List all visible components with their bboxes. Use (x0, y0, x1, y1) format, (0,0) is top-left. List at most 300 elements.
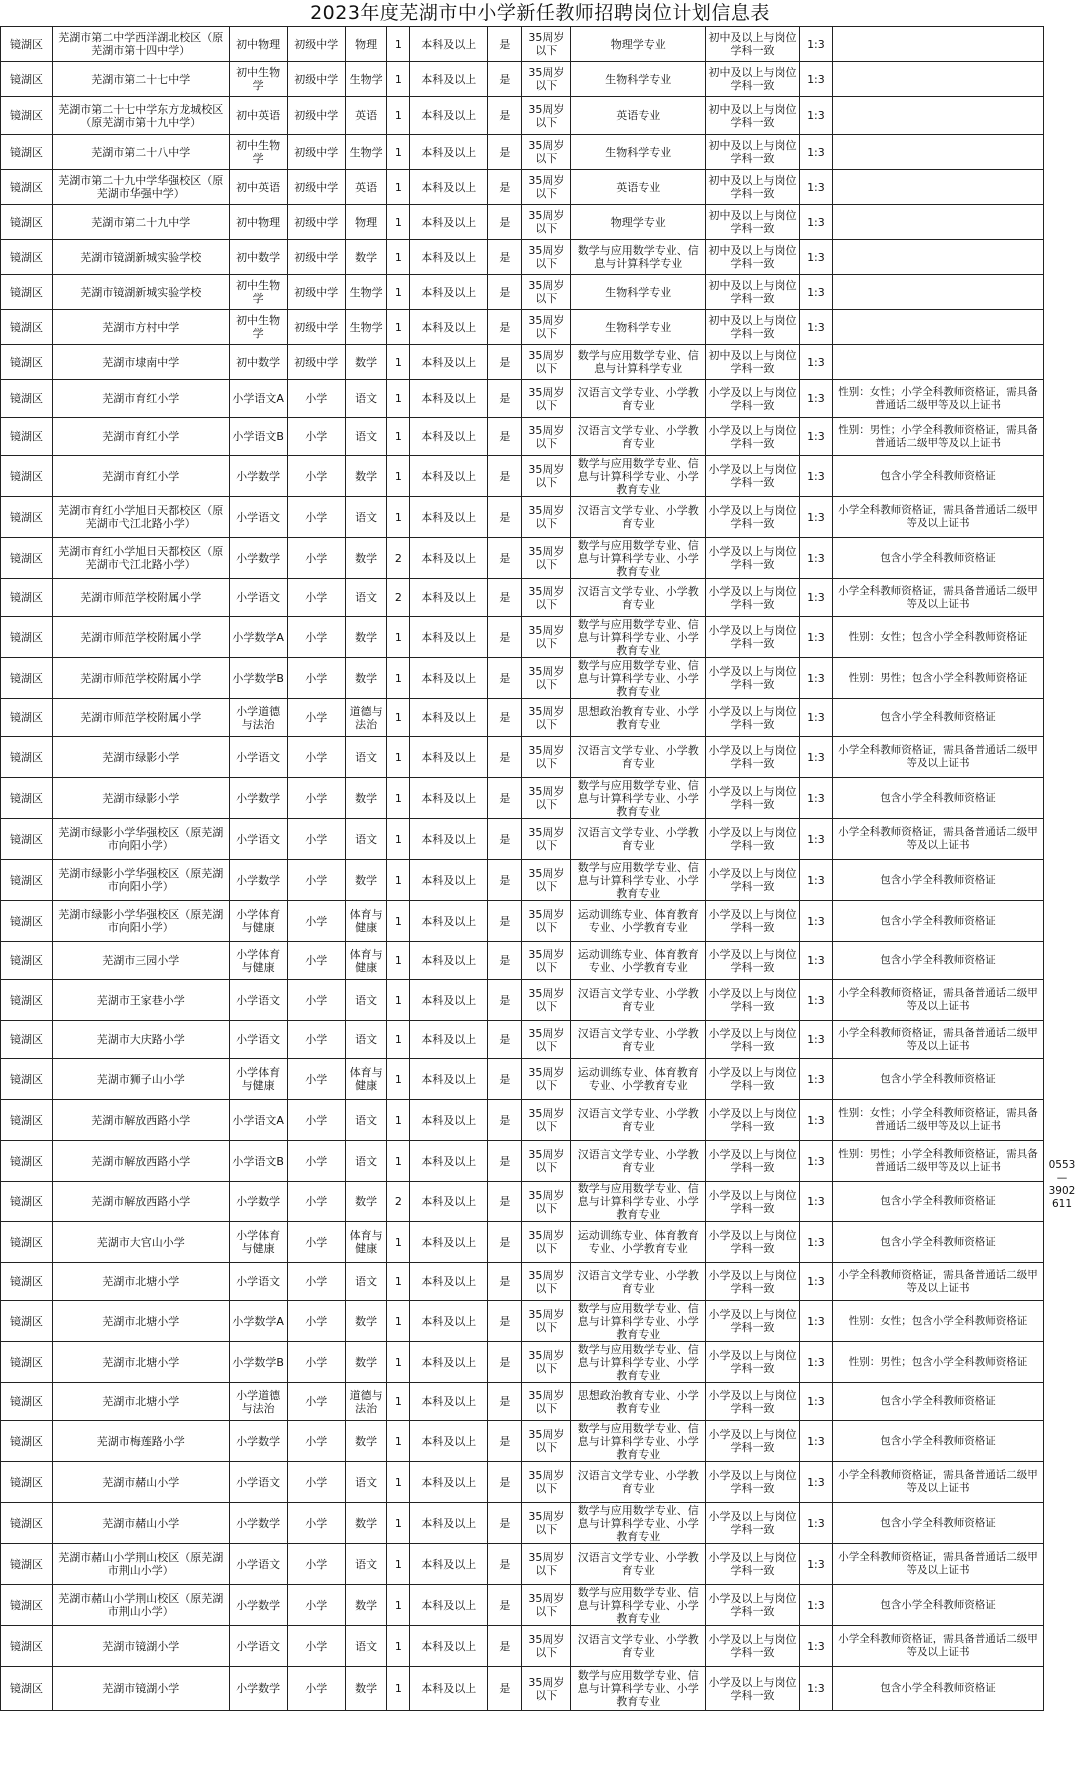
cell-qualification: 初中及以上与岗位学科一致 (706, 27, 799, 62)
cell-education: 本科及以上 (410, 418, 488, 456)
cell-school-level: 初级中学 (287, 310, 345, 345)
cell-school-level: 初级中学 (287, 275, 345, 310)
cell-count: 1 (387, 819, 410, 860)
cell-school: 芜湖市北塘小学 (52, 1383, 229, 1421)
table-row (1, 1585, 1044, 1626)
cell-school-level: 小学 (287, 658, 345, 699)
cell-post-name: 小学数学 (229, 1585, 287, 1626)
cell-notes: 包含小学全科教师资格证 (833, 1222, 1044, 1263)
cell-count: 1 (387, 1100, 410, 1141)
table-row (1, 980, 1044, 1021)
cell-post-name: 小学语文 (229, 1626, 287, 1667)
cell-education: 本科及以上 (410, 1626, 488, 1667)
cell-major: 思想政治教育专业、小学教育专业 (571, 1383, 706, 1421)
cell-school: 芜湖市方村中学 (52, 310, 229, 345)
cell-education: 本科及以上 (410, 1667, 488, 1711)
cell-full-time: 是 (488, 1222, 522, 1263)
cell-count: 1 (387, 1059, 410, 1100)
table-row (1, 942, 1044, 980)
cell-count: 1 (387, 380, 410, 418)
cell-post-name: 小学语文 (229, 1462, 287, 1503)
cell-qualification: 小学及以上与岗位学科一致 (706, 737, 799, 778)
cell-district: 镜湖区 (1, 1544, 53, 1585)
cell-ratio: 1:3 (799, 579, 832, 617)
cell-qualification: 小学及以上与岗位学科一致 (706, 1383, 799, 1421)
table-row (1, 860, 1044, 901)
cell-full-time: 是 (488, 1667, 522, 1711)
cell-ratio: 1:3 (799, 980, 832, 1021)
cell-post-name: 初中英语 (229, 97, 287, 135)
cell-full-time: 是 (488, 860, 522, 901)
cell-ratio: 1:3 (799, 1503, 832, 1544)
cell-ratio: 1:3 (799, 1100, 832, 1141)
cell-district: 镜湖区 (1, 1222, 53, 1263)
cell-school: 芜湖市绿影小学华强校区（原芜湖市向阳小学） (52, 901, 229, 942)
cell-education: 本科及以上 (410, 1544, 488, 1585)
cell-major: 运动训练专业、体育教育专业、小学教育专业 (571, 942, 706, 980)
cell-qualification: 小学及以上与岗位学科一致 (706, 1100, 799, 1141)
cell-major: 数学与应用数学专业、信息与计算科学专业、小学教育专业 (571, 1421, 706, 1462)
table-row (1, 97, 1044, 135)
cell-full-time: 是 (488, 1182, 522, 1222)
cell-full-time: 是 (488, 737, 522, 778)
cell-age-limit: 35周岁以下 (522, 380, 571, 418)
cell-qualification: 小学及以上与岗位学科一致 (706, 1421, 799, 1462)
cell-full-time: 是 (488, 345, 522, 380)
cell-district: 镜湖区 (1, 1667, 53, 1711)
cell-ratio: 1:3 (799, 27, 832, 62)
cell-full-time: 是 (488, 980, 522, 1021)
cell-post-name: 小学语文 (229, 980, 287, 1021)
cell-notes: 包含小学全科教师资格证 (833, 1383, 1044, 1421)
cell-ratio: 1:3 (799, 1667, 832, 1711)
cell-school: 芜湖市解放西路小学 (52, 1141, 229, 1182)
cell-qualification: 小学及以上与岗位学科一致 (706, 579, 799, 617)
cell-age-limit: 35周岁以下 (522, 135, 571, 170)
cell-subject: 生物学 (345, 310, 387, 345)
cell-school-level: 小学 (287, 1342, 345, 1383)
cell-ratio: 1:3 (799, 1059, 832, 1100)
cell-notes: 小学全科教师资格证，需具备普通话二级甲等及以上证书 (833, 1263, 1044, 1301)
cell-count: 1 (387, 1263, 410, 1301)
cell-ratio: 1:3 (799, 1462, 832, 1503)
cell-age-limit: 35周岁以下 (522, 170, 571, 205)
cell-count: 1 (387, 170, 410, 205)
cell-notes: 包含小学全科教师资格证 (833, 901, 1044, 942)
cell-age-limit: 35周岁以下 (522, 275, 571, 310)
table-row (1, 1059, 1044, 1100)
cell-school: 芜湖市镜湖小学 (52, 1667, 229, 1711)
table-row (1, 205, 1044, 240)
cell-education: 本科及以上 (410, 1342, 488, 1383)
cell-education: 本科及以上 (410, 1383, 488, 1421)
cell-count: 1 (387, 737, 410, 778)
cell-school-level: 初级中学 (287, 170, 345, 205)
cell-qualification: 小学及以上与岗位学科一致 (706, 1462, 799, 1503)
cell-full-time: 是 (488, 497, 522, 538)
cell-school-level: 初级中学 (287, 27, 345, 62)
cell-major: 生物科学专业 (571, 310, 706, 345)
cell-count: 1 (387, 97, 410, 135)
cell-school: 芜湖市第二十七中学 (52, 62, 229, 97)
cell-notes (833, 240, 1044, 275)
cell-school: 芜湖市师范学校附属小学 (52, 699, 229, 737)
cell-subject: 数学 (345, 1182, 387, 1222)
cell-qualification: 初中及以上与岗位学科一致 (706, 310, 799, 345)
cell-age-limit: 35周岁以下 (522, 1301, 571, 1342)
cell-notes: 性别：男性；小学全科教师资格证，需具备普通话二级甲等及以上证书 (833, 418, 1044, 456)
table-row (1, 380, 1044, 418)
cell-education: 本科及以上 (410, 778, 488, 819)
cell-count: 1 (387, 1301, 410, 1342)
cell-qualification: 小学及以上与岗位学科一致 (706, 1585, 799, 1626)
cell-school: 芜湖市第二中学西洋湖北校区（原芜湖市第十四中学） (52, 27, 229, 62)
cell-age-limit: 35周岁以下 (522, 240, 571, 275)
cell-major: 数学与应用数学专业、信息与计算科学专业、小学教育专业 (571, 1503, 706, 1544)
cell-qualification: 小学及以上与岗位学科一致 (706, 980, 799, 1021)
cell-age-limit: 35周岁以下 (522, 658, 571, 699)
cell-district: 镜湖区 (1, 1021, 53, 1059)
cell-school: 芜湖市师范学校附属小学 (52, 617, 229, 658)
cell-post-name: 初中生物学 (229, 135, 287, 170)
cell-count: 1 (387, 942, 410, 980)
cell-major: 汉语言文学专业、小学教育专业 (571, 380, 706, 418)
cell-count: 1 (387, 901, 410, 942)
cell-post-name: 初中数学 (229, 345, 287, 380)
cell-school: 芜湖市育红小学 (52, 380, 229, 418)
cell-school-level: 小学 (287, 1141, 345, 1182)
table-row (1, 1021, 1044, 1059)
cell-education: 本科及以上 (410, 345, 488, 380)
cell-notes: 小学全科教师资格证，需具备普通话二级甲等及以上证书 (833, 1021, 1044, 1059)
cell-school: 芜湖市绿影小学华强校区（原芜湖市向阳小学） (52, 860, 229, 901)
table-row (1, 240, 1044, 275)
table-row (1, 1544, 1044, 1585)
cell-post-name: 小学语文 (229, 579, 287, 617)
cell-district: 镜湖区 (1, 538, 53, 579)
cell-ratio: 1:3 (799, 205, 832, 240)
cell-count: 1 (387, 617, 410, 658)
cell-age-limit: 35周岁以下 (522, 1263, 571, 1301)
cell-education: 本科及以上 (410, 240, 488, 275)
cell-post-name: 小学语文 (229, 737, 287, 778)
cell-education: 本科及以上 (410, 27, 488, 62)
cell-district: 镜湖区 (1, 1383, 53, 1421)
cell-major: 汉语言文学专业、小学教育专业 (571, 980, 706, 1021)
cell-ratio: 1:3 (799, 135, 832, 170)
cell-district: 镜湖区 (1, 1059, 53, 1100)
cell-school: 芜湖市赭山小学荆山校区（原芜湖市荆山小学） (52, 1585, 229, 1626)
cell-school-level: 初级中学 (287, 240, 345, 275)
cell-age-limit: 35周岁以下 (522, 27, 571, 62)
cell-subject: 语文 (345, 1462, 387, 1503)
cell-age-limit: 35周岁以下 (522, 345, 571, 380)
cell-post-name: 小学数学 (229, 538, 287, 579)
cell-ratio: 1:3 (799, 456, 832, 497)
cell-school: 芜湖市绿影小学 (52, 737, 229, 778)
cell-age-limit: 35周岁以下 (522, 1182, 571, 1222)
cell-school: 芜湖市赭山小学 (52, 1503, 229, 1544)
cell-count: 2 (387, 538, 410, 579)
cell-school-level: 小学 (287, 778, 345, 819)
cell-count: 1 (387, 980, 410, 1021)
cell-education: 本科及以上 (410, 170, 488, 205)
cell-qualification: 初中及以上与岗位学科一致 (706, 205, 799, 240)
cell-count: 1 (387, 1421, 410, 1462)
cell-district: 镜湖区 (1, 205, 53, 240)
cell-major: 数学与应用数学专业、信息与计算科学专业、小学教育专业 (571, 778, 706, 819)
cell-district: 镜湖区 (1, 860, 53, 901)
cell-notes: 包含小学全科教师资格证 (833, 1059, 1044, 1100)
cell-ratio: 1:3 (799, 1141, 832, 1182)
cell-education: 本科及以上 (410, 205, 488, 240)
cell-notes (833, 310, 1044, 345)
cell-district: 镜湖区 (1, 497, 53, 538)
cell-subject: 语文 (345, 819, 387, 860)
table-row (1, 1503, 1044, 1544)
cell-major: 汉语言文学专业、小学教育专业 (571, 1100, 706, 1141)
cell-school: 芜湖市镜湖新城实验学校 (52, 240, 229, 275)
cell-qualification: 初中及以上与岗位学科一致 (706, 275, 799, 310)
cell-major: 汉语言文学专业、小学教育专业 (571, 1021, 706, 1059)
cell-notes: 小学全科教师资格证，需具备普通话二级甲等及以上证书 (833, 980, 1044, 1021)
contact-phone: 0553 — 3902 611 (1048, 1159, 1076, 1210)
table-row (1, 819, 1044, 860)
cell-count: 1 (387, 1667, 410, 1711)
cell-ratio: 1:3 (799, 617, 832, 658)
cell-education: 本科及以上 (410, 901, 488, 942)
table-row (1, 658, 1044, 699)
cell-post-name: 小学语文A (229, 1100, 287, 1141)
cell-qualification: 小学及以上与岗位学科一致 (706, 1544, 799, 1585)
cell-age-limit: 35周岁以下 (522, 980, 571, 1021)
table-row (1, 275, 1044, 310)
cell-full-time: 是 (488, 819, 522, 860)
cell-post-name: 小学数学 (229, 1667, 287, 1711)
cell-post-name: 小学数学 (229, 1421, 287, 1462)
cell-school: 芜湖市绿影小学华强校区（原芜湖市向阳小学） (52, 819, 229, 860)
cell-district: 镜湖区 (1, 275, 53, 310)
cell-major: 数学与应用数学专业、信息与计算科学专业、小学教育专业 (571, 1667, 706, 1711)
cell-count: 1 (387, 658, 410, 699)
cell-ratio: 1:3 (799, 737, 832, 778)
table-row (1, 1421, 1044, 1462)
cell-subject: 数学 (345, 345, 387, 380)
cell-post-name: 初中生物学 (229, 310, 287, 345)
table-row (1, 310, 1044, 345)
cell-qualification: 小学及以上与岗位学科一致 (706, 497, 799, 538)
cell-full-time: 是 (488, 658, 522, 699)
cell-education: 本科及以上 (410, 699, 488, 737)
cell-school-level: 小学 (287, 819, 345, 860)
table-row (1, 1301, 1044, 1342)
cell-subject: 语文 (345, 737, 387, 778)
cell-notes (833, 97, 1044, 135)
cell-district: 镜湖区 (1, 942, 53, 980)
cell-notes (833, 62, 1044, 97)
cell-notes: 小学全科教师资格证，需具备普通话二级甲等及以上证书 (833, 1544, 1044, 1585)
cell-notes: 包含小学全科教师资格证 (833, 860, 1044, 901)
cell-education: 本科及以上 (410, 1301, 488, 1342)
cell-major: 数学与应用数学专业、信息与计算科学专业、小学教育专业 (571, 860, 706, 901)
cell-post-name: 小学语文B (229, 1141, 287, 1182)
cell-age-limit: 35周岁以下 (522, 1383, 571, 1421)
cell-school: 芜湖市赭山小学荆山校区（原芜湖市荆山小学） (52, 1544, 229, 1585)
cell-school: 芜湖市大庆路小学 (52, 1021, 229, 1059)
cell-major: 数学与应用数学专业、信息与计算科学专业、小学教育专业 (571, 658, 706, 699)
cell-count: 1 (387, 310, 410, 345)
table-row (1, 345, 1044, 380)
cell-qualification: 小学及以上与岗位学科一致 (706, 456, 799, 497)
cell-post-name: 小学数学A (229, 1301, 287, 1342)
cell-ratio: 1:3 (799, 942, 832, 980)
cell-notes: 性别：男性；包含小学全科教师资格证 (833, 1342, 1044, 1383)
cell-education: 本科及以上 (410, 1141, 488, 1182)
cell-ratio: 1:3 (799, 380, 832, 418)
cell-age-limit: 35周岁以下 (522, 62, 571, 97)
cell-post-name: 初中物理 (229, 27, 287, 62)
cell-count: 1 (387, 1141, 410, 1182)
cell-qualification: 初中及以上与岗位学科一致 (706, 135, 799, 170)
cell-full-time: 是 (488, 1141, 522, 1182)
cell-school-level: 小学 (287, 1021, 345, 1059)
cell-post-name: 小学道德与法治 (229, 699, 287, 737)
table-row (1, 135, 1044, 170)
cell-full-time: 是 (488, 97, 522, 135)
cell-qualification: 小学及以上与岗位学科一致 (706, 1182, 799, 1222)
cell-major: 生物科学专业 (571, 135, 706, 170)
cell-school: 芜湖市绿影小学 (52, 778, 229, 819)
cell-district: 镜湖区 (1, 1182, 53, 1222)
cell-subject: 数学 (345, 456, 387, 497)
table-row (1, 699, 1044, 737)
cell-school-level: 小学 (287, 1626, 345, 1667)
cell-post-name: 小学数学B (229, 1342, 287, 1383)
cell-ratio: 1:3 (799, 310, 832, 345)
cell-age-limit: 35周岁以下 (522, 860, 571, 901)
cell-count: 1 (387, 456, 410, 497)
cell-school-level: 小学 (287, 942, 345, 980)
cell-notes: 性别：女性；小学全科教师资格证，需具备普通话二级甲等及以上证书 (833, 1100, 1044, 1141)
table-row (1, 1100, 1044, 1141)
cell-school-level: 小学 (287, 1503, 345, 1544)
cell-education: 本科及以上 (410, 942, 488, 980)
table-row (1, 1462, 1044, 1503)
cell-post-name: 小学语文 (229, 1544, 287, 1585)
cell-ratio: 1:3 (799, 345, 832, 380)
cell-school-level: 小学 (287, 1263, 345, 1301)
cell-subject: 道德与法治 (345, 1383, 387, 1421)
cell-post-name: 初中数学 (229, 240, 287, 275)
cell-notes: 小学全科教师资格证，需具备普通话二级甲等及以上证书 (833, 1626, 1044, 1667)
cell-major: 数学与应用数学专业、信息与计算科学专业 (571, 345, 706, 380)
cell-education: 本科及以上 (410, 135, 488, 170)
cell-district: 镜湖区 (1, 1263, 53, 1301)
cell-district: 镜湖区 (1, 1342, 53, 1383)
cell-district: 镜湖区 (1, 1626, 53, 1667)
cell-school: 芜湖市狮子山小学 (52, 1059, 229, 1100)
cell-school-level: 小学 (287, 699, 345, 737)
cell-qualification: 小学及以上与岗位学科一致 (706, 380, 799, 418)
table-row (1, 579, 1044, 617)
cell-age-limit: 35周岁以下 (522, 1021, 571, 1059)
cell-major: 思想政治教育专业、小学教育专业 (571, 699, 706, 737)
cell-age-limit: 35周岁以下 (522, 901, 571, 942)
cell-post-name: 小学数学 (229, 1503, 287, 1544)
cell-school-level: 小学 (287, 1462, 345, 1503)
cell-full-time: 是 (488, 310, 522, 345)
cell-school-level: 初级中学 (287, 345, 345, 380)
cell-age-limit: 35周岁以下 (522, 538, 571, 579)
cell-qualification: 小学及以上与岗位学科一致 (706, 617, 799, 658)
cell-district: 镜湖区 (1, 901, 53, 942)
cell-post-name: 初中英语 (229, 170, 287, 205)
cell-major: 汉语言文学专业、小学教育专业 (571, 1626, 706, 1667)
cell-qualification: 小学及以上与岗位学科一致 (706, 418, 799, 456)
cell-education: 本科及以上 (410, 579, 488, 617)
cell-ratio: 1:3 (799, 418, 832, 456)
cell-notes: 包含小学全科教师资格证 (833, 1585, 1044, 1626)
table-row (1, 538, 1044, 579)
table-row (1, 170, 1044, 205)
cell-district: 镜湖区 (1, 617, 53, 658)
cell-count: 1 (387, 1222, 410, 1263)
cell-subject: 语文 (345, 980, 387, 1021)
cell-post-name: 小学语文A (229, 380, 287, 418)
cell-qualification: 小学及以上与岗位学科一致 (706, 699, 799, 737)
cell-full-time: 是 (488, 1301, 522, 1342)
cell-education: 本科及以上 (410, 1462, 488, 1503)
cell-school: 芜湖市梅莲路小学 (52, 1421, 229, 1462)
cell-count: 1 (387, 205, 410, 240)
cell-subject: 语文 (345, 497, 387, 538)
cell-post-name: 小学数学A (229, 617, 287, 658)
cell-post-name: 初中生物学 (229, 62, 287, 97)
cell-notes: 小学全科教师资格证，需具备普通话二级甲等及以上证书 (833, 497, 1044, 538)
cell-subject: 数学 (345, 658, 387, 699)
cell-ratio: 1:3 (799, 240, 832, 275)
cell-subject: 语文 (345, 1544, 387, 1585)
cell-school: 芜湖市解放西路小学 (52, 1182, 229, 1222)
cell-full-time: 是 (488, 1059, 522, 1100)
cell-post-name: 小学语文B (229, 418, 287, 456)
cell-subject: 数学 (345, 240, 387, 275)
cell-post-name: 小学数学 (229, 860, 287, 901)
cell-major: 汉语言文学专业、小学教育专业 (571, 1544, 706, 1585)
cell-ratio: 1:3 (799, 1182, 832, 1222)
cell-subject: 语文 (345, 1263, 387, 1301)
cell-full-time: 是 (488, 778, 522, 819)
cell-notes: 性别：男性；包含小学全科教师资格证 (833, 658, 1044, 699)
cell-school: 芜湖市大官山小学 (52, 1222, 229, 1263)
cell-full-time: 是 (488, 1544, 522, 1585)
cell-full-time: 是 (488, 1342, 522, 1383)
cell-school: 芜湖市镜湖新城实验学校 (52, 275, 229, 310)
cell-school: 芜湖市埭南中学 (52, 345, 229, 380)
cell-subject: 语文 (345, 418, 387, 456)
cell-education: 本科及以上 (410, 1585, 488, 1626)
cell-age-limit: 35周岁以下 (522, 1626, 571, 1667)
cell-notes: 小学全科教师资格证，需具备普通话二级甲等及以上证书 (833, 737, 1044, 778)
cell-qualification: 小学及以上与岗位学科一致 (706, 860, 799, 901)
cell-full-time: 是 (488, 901, 522, 942)
cell-education: 本科及以上 (410, 1421, 488, 1462)
cell-major: 汉语言文学专业、小学教育专业 (571, 497, 706, 538)
cell-school: 芜湖市镜湖小学 (52, 1626, 229, 1667)
cell-age-limit: 35周岁以下 (522, 1421, 571, 1462)
cell-school-level: 初级中学 (287, 97, 345, 135)
cell-age-limit: 35周岁以下 (522, 819, 571, 860)
